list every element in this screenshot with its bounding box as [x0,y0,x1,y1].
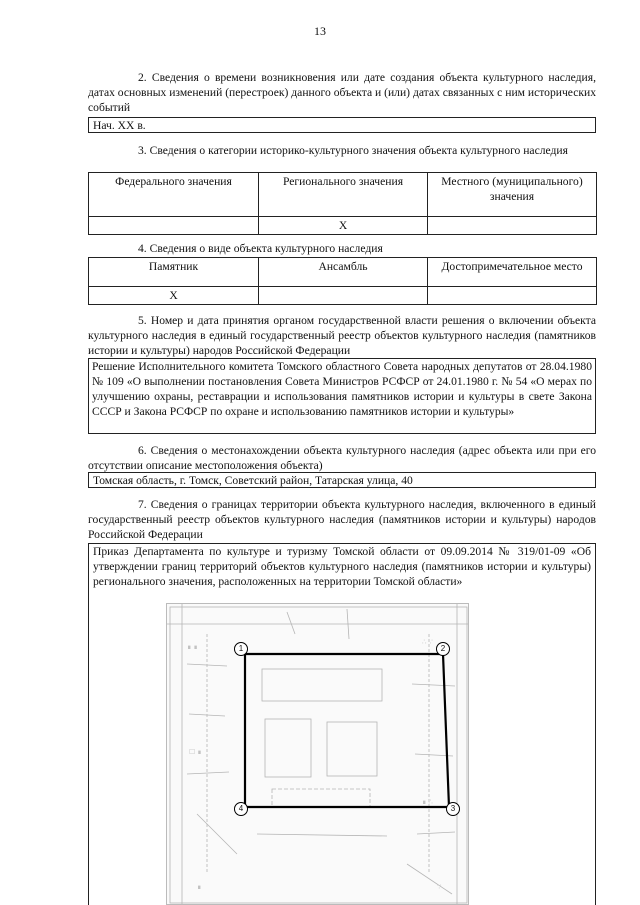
section-5-heading: 5. Номер и дата принятия органом государственной власти решения о включении объекта культурного наследия в единый государственный реестр объектов культурного наследия (памятников истории и культуры) народов Российской Федерации [88,314,596,357]
cell-monument: X [89,287,259,305]
table-header-row [89,258,597,287]
boundary-point-1-marker [234,642,248,656]
header-landmark: Достопримечательное место [428,258,597,287]
svg-text:∵: ∵ [437,884,442,891]
cell-regional: X [259,217,428,235]
boundary-map [166,603,469,905]
svg-text:∎ ∎: ∎ ∎ [187,644,198,651]
page-number: 13 [314,24,326,38]
section-7-value: Приказ Департамента по культуре и туризму Томской области от 09.09.2014 № 319/01-09 «Об утверждении границ территорий объектов культурного наследия (памятников истории и культуры) регионального значения, расположенных на территории Томской области» [93,545,591,588]
header-ensemble: Ансамбль [259,258,428,287]
cell-landmark [428,287,597,305]
svg-text:☐ ∎: ☐ ∎ [189,749,202,756]
section-4-heading: 4. Сведения о виде объекта культурного наследия [138,242,383,255]
point-label: 2 [440,644,446,653]
boundary-point-2-marker [436,642,450,656]
boundary-point-4-marker [234,802,248,816]
boundary-polygon [245,654,449,807]
header-local: Местного (муниципального) значения [428,173,597,217]
svg-text:∴ ∵: ∴ ∵ [422,639,433,646]
boundary-point-3-marker [446,802,460,816]
header-federal: Федерального значения [89,173,259,217]
section-2-value: Нач. XX в. [88,117,596,133]
section-3-table [88,172,597,235]
table-header-row [89,173,597,217]
section-5-value: Решение Исполнительного комитета Томского областного Совета народных депутатов от 28.04.1980 № 109 «О выполнении постановления Совета Министров РСФСР от 24.01.1980 г. № 54 «О мерах по улучшению охраны, реставрации и использования памятников истории и культуры в свете Закона СССР и Закона РСФСР по охране и использованию памятников истории и культуры» [88,358,596,434]
section-2-heading: 2. Сведения о времени возникновения или дате создания объекта культурного наследия, датах основных изменений (перестроек) данного объекта и (или) датах связанных с ним исторических событий [88,71,596,114]
cell-federal [89,217,259,235]
section-7-heading: 7. Сведения о границах территории объекта культурного наследия, включенного в единый государственный реестр объектов культурного наследия (памятников истории и культуры) народов Российской Федерации [88,498,596,541]
cell-local [428,217,597,235]
section-6-heading: 6. Сведения о местонахождении объекта культурного наследия (адрес объекта или при его отсутствии описание местоположения объекта) [88,444,596,472]
table-row [89,287,597,305]
header-monument: Памятник [89,258,259,287]
section-6-value: Томская область, г. Томск, Советский район, Татарская улица, 40 [88,472,596,488]
cell-ensemble [259,287,428,305]
svg-text:∎: ∎ [197,884,202,891]
point-label: 3 [450,804,456,813]
svg-text:∎ ∴: ∎ ∴ [422,799,433,806]
table-row [89,217,597,235]
point-label: 4 [238,804,244,813]
point-label: 1 [238,644,244,653]
header-regional: Регионального значения [259,173,428,217]
section-3-heading: 3. Сведения о категории историко-культурного значения объекта культурного наследия [138,144,568,157]
map-drawing [167,604,469,905]
section-4-table [88,257,597,305]
